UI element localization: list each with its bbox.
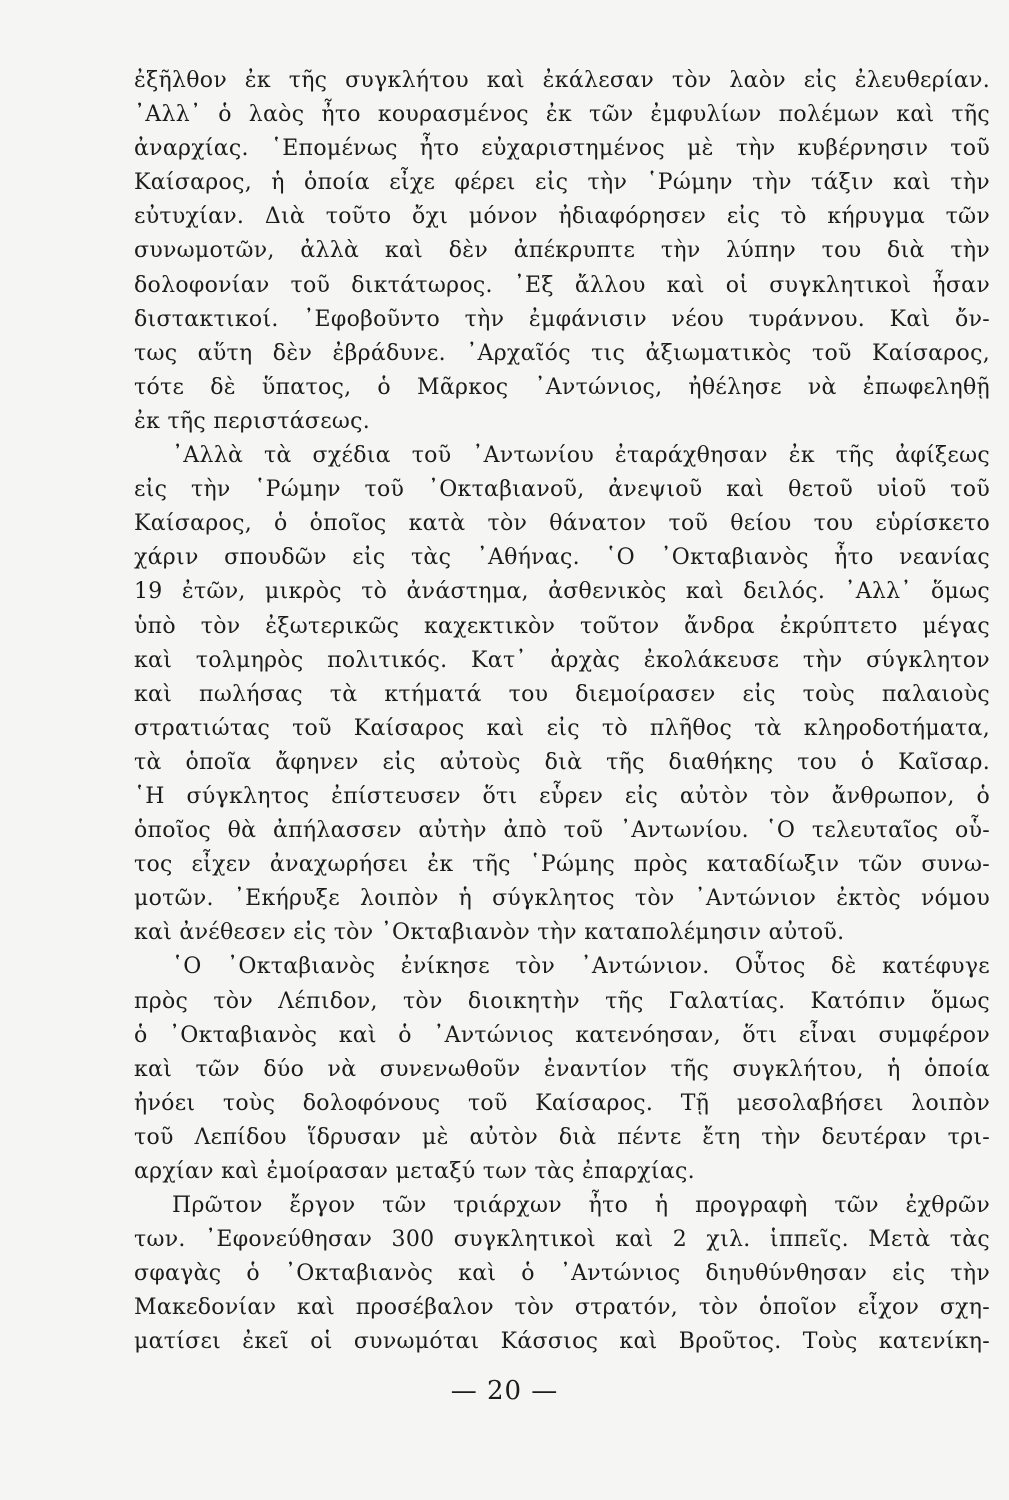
text-line: ἐξῆλθον ἐκ τῆς συγκλήτου καὶ ἐκάλεσαν τὸν λαὸν εἰς ἐλευθερίαν. [134, 68, 990, 93]
text-line: 19 ἐτῶν, μικρὸς τὸ ἀνάστημα, ἀσθενικὸς καὶ δειλός. ᾿Αλλ᾿ ὅμως [134, 579, 990, 605]
text-line: ᾿Αλλὰ τὰ σχέδια τοῦ ᾿Αντωνίου ἐταράχθησαν ἐκ τῆς ἀφίξεως [172, 443, 990, 469]
text-line: ἐκ τῆς περιστάσεως. [134, 408, 371, 434]
text-line: δολοφονίαν τοῦ δικτάτωρος. ᾿Εξ ἄλλου καὶ οἱ συγκλητικοὶ ἦσαν [134, 272, 990, 298]
text-line: εἰς τὴν ῾Ρώμην τοῦ ᾿Οκταβιανοῦ, ἀνεψιοῦ καὶ θετοῦ υἱοῦ τοῦ [134, 477, 990, 503]
text-line: Πρῶτον ἔργον τῶν τριάρχων ἦτο ἡ προγραφὴ τῶν ἐχθρῶν [172, 1193, 990, 1219]
text-line: τοῦ Λεπίδου ἵδρυσαν μὲ αὐτὸν διὰ πέντε ἔτη τὴν δευτέραν τρι- [134, 1124, 990, 1150]
text-line: ὁποῖος θὰ ἀπήλασσεν αὐτὴν ἀπὸ τοῦ ᾿Αντωνίου. ῾Ο τελευταῖος οὗ- [134, 818, 990, 844]
text-line: χάριν σπουδῶν εἰς τὰς ᾿Αθήνας. ῾Ο ᾿Οκταβιανὸς ἦτο νεανίας [134, 545, 990, 571]
text-line: συνωμοτῶν, ἀλλὰ καὶ δὲν ἀπέκρυπτε τὴν λύπην του διὰ τὴν [134, 238, 990, 264]
text-line: ῾Η σύγκλητος ἐπίστευσεν ὅτι εὗρεν εἰς αὐτὸν τὸν ἄνθρωπον, ὁ [134, 783, 990, 809]
text-line: διστακτικοί. ᾿Εφοβοῦντο τὴν ἐμφάνισιν νέου τυράννου. Καὶ ὄν- [134, 306, 990, 332]
text-line: τὰ ὁποῖα ἄφηνεν εἰς αὐτοὺς διὰ τῆς διαθήκης του ὁ Καῖσαρ. [134, 749, 990, 775]
text-line: σφαγὰς ὁ ᾿Οκταβιανὸς καὶ ὁ ᾿Αντώνιος διηυθύνθησαν εἰς τὴν [134, 1261, 990, 1287]
text-line: ματίσει ἐκεῖ οἱ συνωμόται Κάσσιος καὶ Βροῦτος. Τοὺς κατενίκη- [134, 1329, 990, 1355]
text-line: των. ᾿Εφονεύθησαν 300 συγκλητικοὶ καὶ 2 χιλ. ἱππεῖς. Μετὰ τὰς [134, 1227, 990, 1253]
text-line: καὶ ἀνέθεσεν εἰς τὸν ᾿Οκταβιανὸν τὴν καταπολέμησιν αὐτοῦ. [134, 920, 845, 946]
text-line: πρὸς τὸν Λέπιδον, τὸν διοικητὴν τῆς Γαλατίας. Κατόπιν ὅμως [134, 988, 990, 1014]
text-line: τότε δὲ ὕπατος, ὁ Μᾶρκος ᾿Αντώνιος, ἠθέλησε νὰ ἐπωφεληθῇ [134, 374, 990, 400]
text-line: εὐτυχίαν. Διὰ τοῦτο ὄχι μόνον ἠδιαφόρησεν εἰς τὸ κήρυγμα τῶν [134, 204, 990, 230]
text-line: ὑπὸ τὸν ἐξωτερικῶς καχεκτικὸν τοῦτον ἄνδρα ἐκρύπτετο μέγας [134, 613, 990, 639]
text-line: αρχίαν καὶ ἐμοίρασαν μεταξύ των τὰς ἐπαρχίας. [134, 1159, 695, 1184]
text-line: στρατιώτας τοῦ Καίσαρος καὶ εἰς τὸ πλῆθος τὰ κληροδοτήματα, [134, 715, 990, 741]
text-line: καὶ πωλήσας τὰ κτήματά του διεμοίρασεν εἰς τοὺς παλαιοὺς [134, 681, 990, 707]
text-line: μοτῶν. ᾿Εκήρυξε λοιπὸν ἡ σύγκλητος τὸν ᾿Αντώνιον ἐκτὸς νόμου [134, 886, 990, 912]
text-line: καὶ τῶν δύο νὰ συνενωθοῦν ἐναντίον τῆς συγκλήτου, ἡ ὁποία [134, 1056, 990, 1082]
text-line: καὶ τολμηρὸς πολιτικός. Κατ᾿ ἀρχὰς ἐκολάκευσε τὴν σύγκλητον [134, 647, 990, 673]
text-line: ἠνόει τοὺς δολοφόνους τοῦ Καίσαρος. Τῇ μεσολαβήσει λοιπὸν [134, 1090, 990, 1116]
text-line: Μακεδονίαν καὶ προσέβαλον τὸν στρατόν, τὸν ὁποῖον εἶχον σχη- [134, 1295, 990, 1321]
text-line: Καίσαρος, ὁ ὁποῖος κατὰ τὸν θάνατον τοῦ θείου του εὑρίσκετο [134, 511, 990, 537]
text-line: τως αὕτη δὲν ἐβράδυνε. ᾿Αρχαῖός τις ἀξιωματικὸς τοῦ Καίσαρος, [134, 340, 990, 366]
text-line: ὁ ᾿Οκταβιανὸς καὶ ὁ ᾿Αντώνιος κατενόησαν, ὅτι εἶναι συμφέρον [134, 1022, 990, 1048]
text-line: Καίσαρος, ἡ ὁποία εἶχε φέρει εἰς τὴν ῾Ρώμην τὴν τάξιν καὶ τὴν [134, 170, 990, 196]
text-line: ἀναρχίας. ῾Επομένως ἦτο εὐχαριστημένος μὲ τὴν κυβέρνησιν τοῦ [134, 136, 990, 162]
text-line: ᾿Αλλ᾿ ὁ λαὸς ἦτο κουρασμένος ἐκ τῶν ἐμφυλίων πολέμων καὶ τῆς [134, 102, 990, 128]
page-number: — 20 — [450, 1376, 559, 1406]
text-line: τος εἶχεν ἀναχωρήσει ἐκ τῆς ῾Ρώμης πρὸς καταδίωξιν τῶν συνω- [134, 852, 990, 878]
text-line: ῾Ο ᾿Οκταβιανὸς ἐνίκησε τὸν ᾿Αντώνιον. Οὗτος δὲ κατέφυγε [172, 954, 990, 980]
body-text [134, 64, 990, 1360]
